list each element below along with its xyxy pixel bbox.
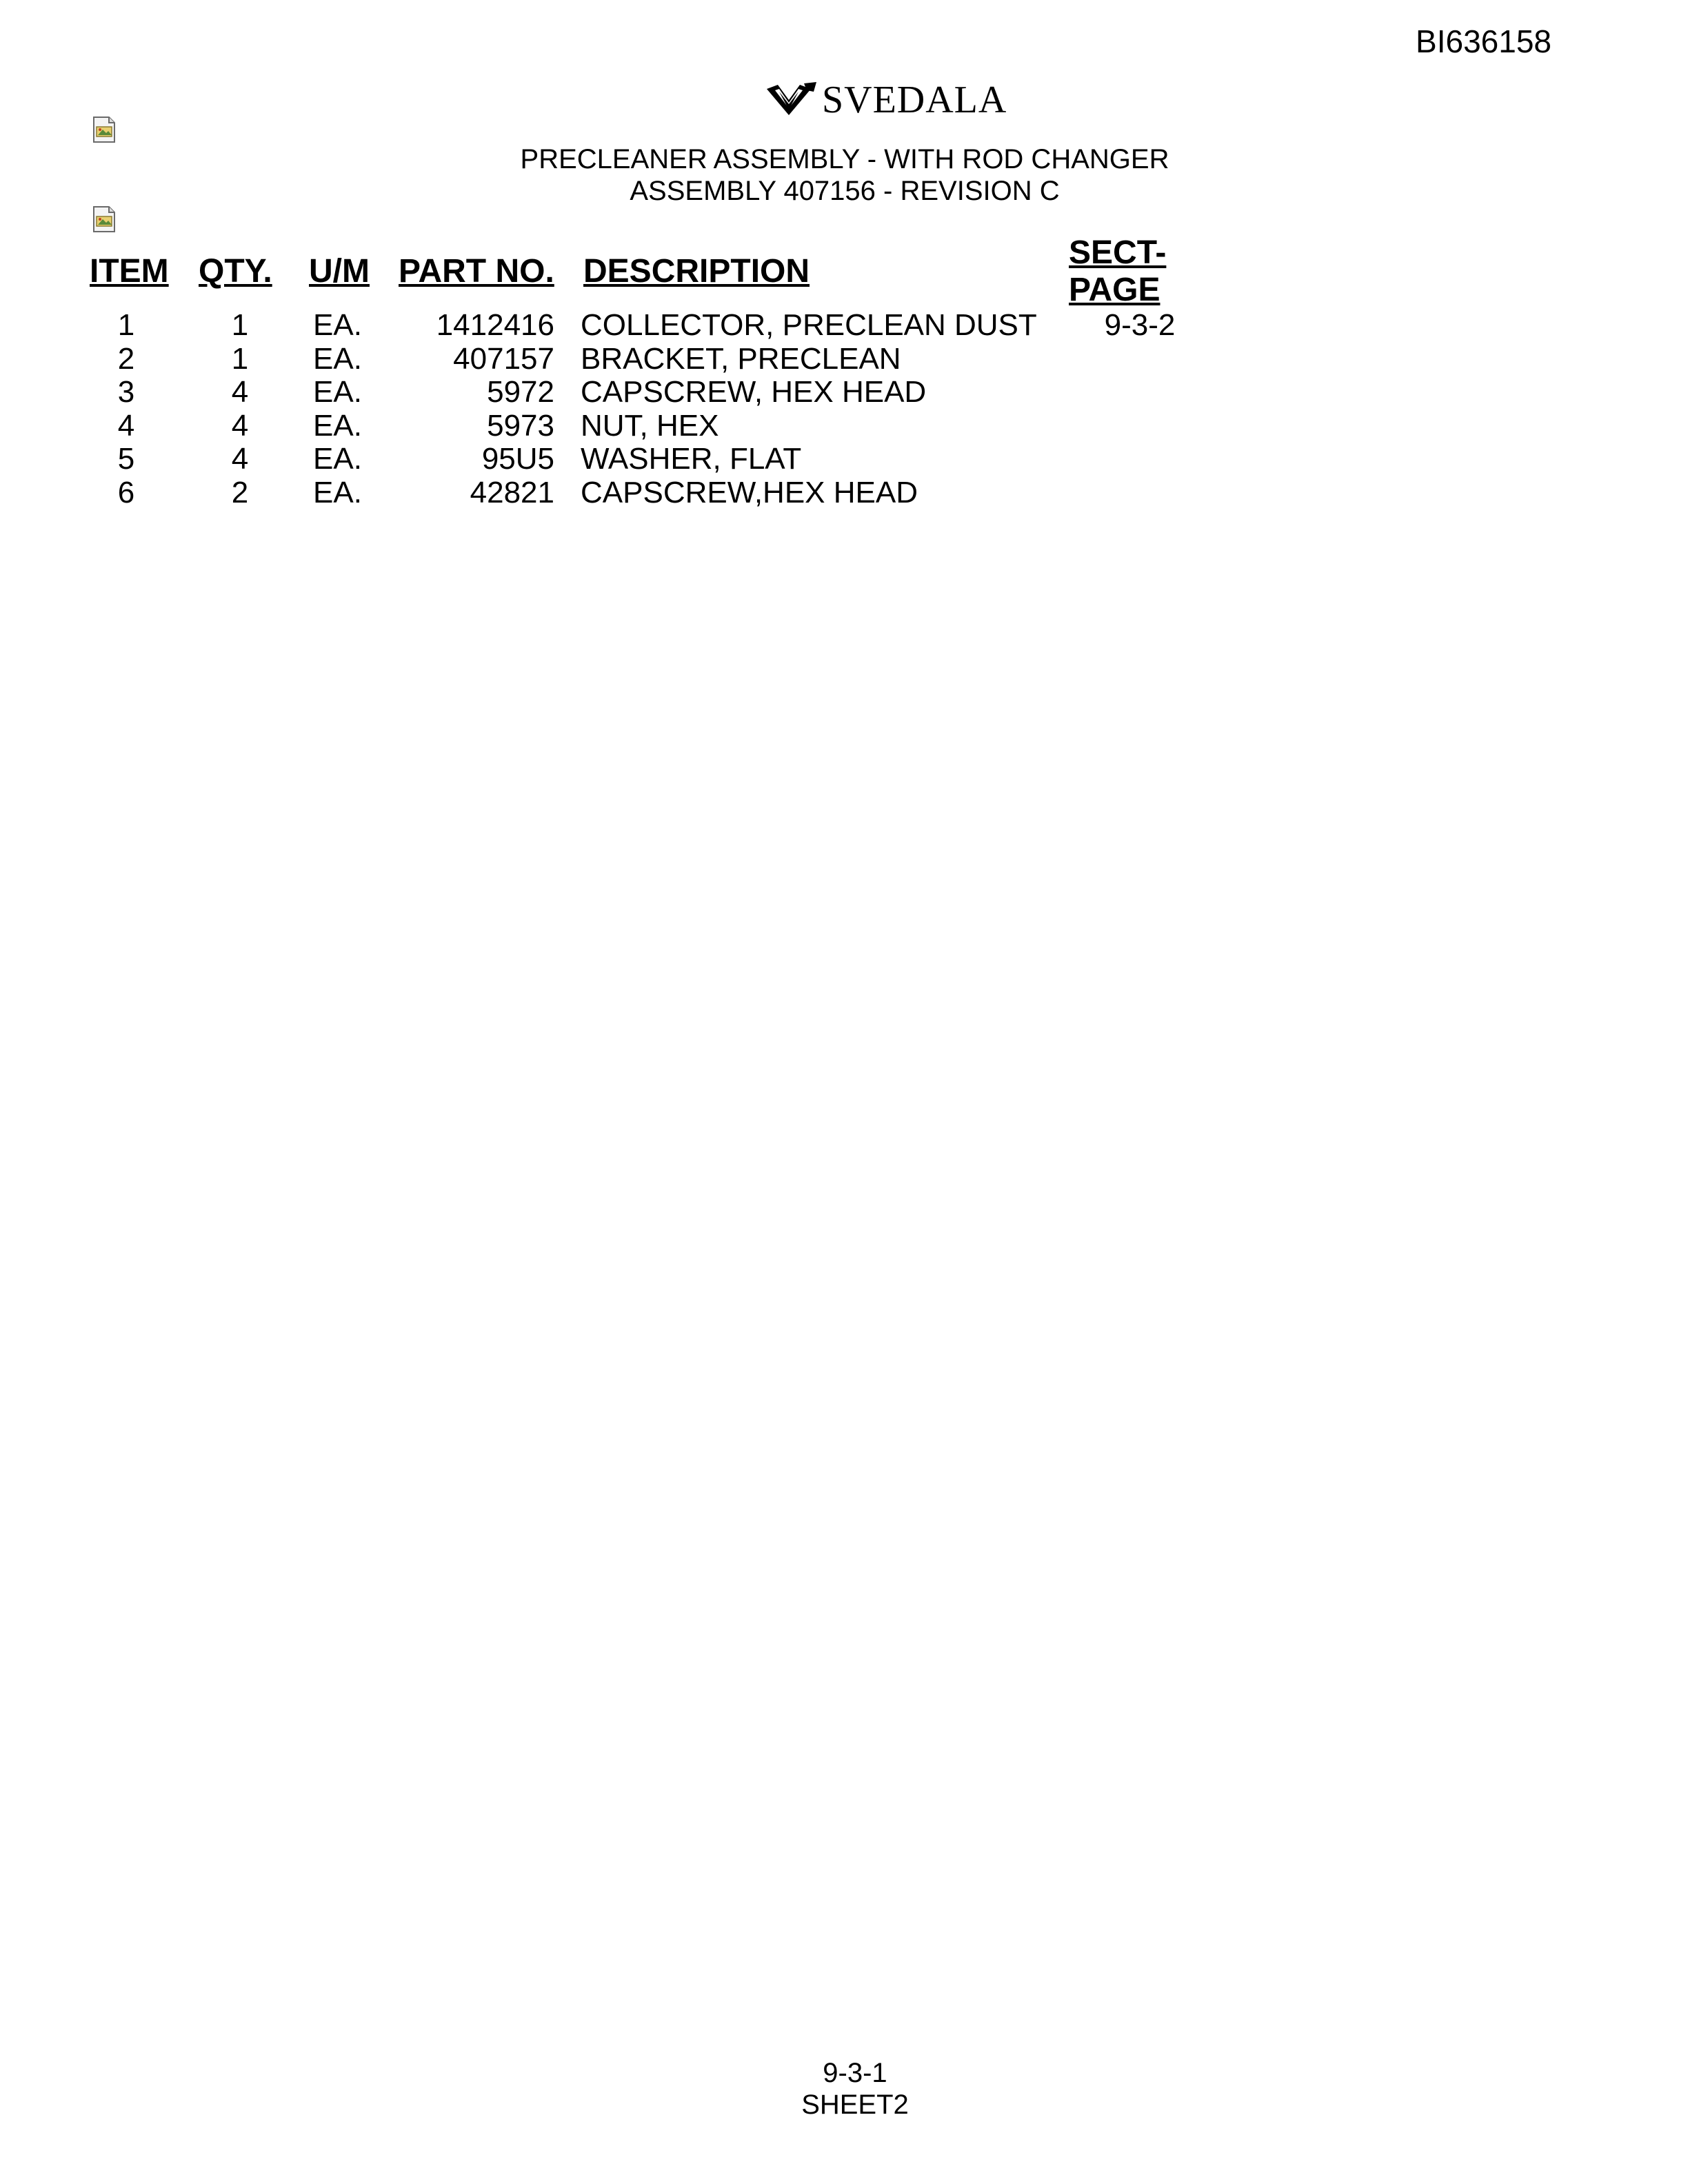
svedala-logo (765, 76, 1007, 124)
table-row (90, 410, 1240, 443)
cell-description: NUT, HEX (581, 408, 719, 443)
header-sect-page: SECT-PAGE (1069, 234, 1167, 308)
cell-description: WASHER, FLAT (581, 442, 802, 476)
logo-text: SVEDALA (822, 79, 1007, 121)
cell-part-no: 95U5 (481, 442, 554, 476)
parts-table (90, 234, 1240, 509)
table-row (90, 309, 1240, 343)
cell-um: EA. (313, 475, 362, 509)
cell-um: EA. (313, 341, 362, 376)
cell-description: CAPSCREW, HEX HEAD (581, 375, 927, 409)
cell-qty: 4 (231, 375, 249, 409)
document-id: BI636158 (1416, 23, 1551, 59)
cell-item: 3 (117, 375, 135, 409)
svedala-heart-logo-icon (765, 82, 818, 118)
cell-part-no: 5972 (487, 375, 554, 409)
header-description: DESCRIPTION (583, 253, 810, 290)
cell-part-no: 5973 (487, 408, 554, 443)
cell-item: 1 (117, 308, 135, 342)
header-part-no: PART NO. (399, 253, 554, 290)
cell-qty: 1 (231, 308, 249, 342)
table-row (90, 476, 1240, 510)
cell-um: EA. (313, 375, 362, 409)
footer-sheet: SHEET2 (801, 2090, 909, 2120)
table-row (90, 443, 1240, 476)
document-subtitle: ASSEMBLY 407156 - REVISION C (630, 176, 1060, 206)
cell-sect-page (1040, 410, 1240, 443)
cell-qty: 4 (231, 442, 249, 476)
document-titles (414, 143, 1276, 207)
table-header-row (90, 234, 1240, 309)
cell-qty: 2 (231, 475, 249, 509)
document-title: PRECLEANER ASSEMBLY - WITH ROD CHANGER (520, 144, 1169, 174)
cell-item: 5 (117, 442, 135, 476)
cell-um: EA. (313, 442, 362, 476)
page-footer (717, 2057, 993, 2121)
header-item: ITEM (90, 253, 169, 290)
cell-part-no: 42821 (470, 475, 554, 509)
cell-item: 6 (117, 475, 135, 509)
footer-page-number: 9-3-1 (823, 2058, 887, 2088)
cell-part-no: 1412416 (436, 308, 554, 342)
cell-sect-page (1040, 476, 1240, 510)
cell-description: COLLECTOR, PRECLEAN DUST (581, 308, 1037, 342)
cell-qty: 4 (231, 408, 249, 443)
cell-sect-page (1040, 343, 1240, 376)
header-um: U/M (309, 253, 370, 290)
broken-image-file-icon (91, 116, 119, 145)
table-row (90, 376, 1240, 410)
cell-description: BRACKET, PRECLEAN (581, 341, 901, 376)
cell-item: 4 (117, 408, 135, 443)
cell-sect-page (1040, 376, 1240, 410)
cell-description: CAPSCREW,HEX HEAD (581, 475, 918, 509)
cell-qty: 1 (231, 341, 249, 376)
cell-sect-page (1040, 443, 1240, 476)
cell-item: 2 (117, 341, 135, 376)
cell-part-no: 407157 (453, 341, 554, 376)
table-row (90, 343, 1240, 376)
broken-image-file-icon (91, 205, 119, 234)
header-qty: QTY. (199, 253, 272, 290)
cell-sect-page: 9-3-2 (1104, 308, 1176, 342)
cell-um: EA. (313, 408, 362, 443)
cell-um: EA. (313, 308, 362, 342)
